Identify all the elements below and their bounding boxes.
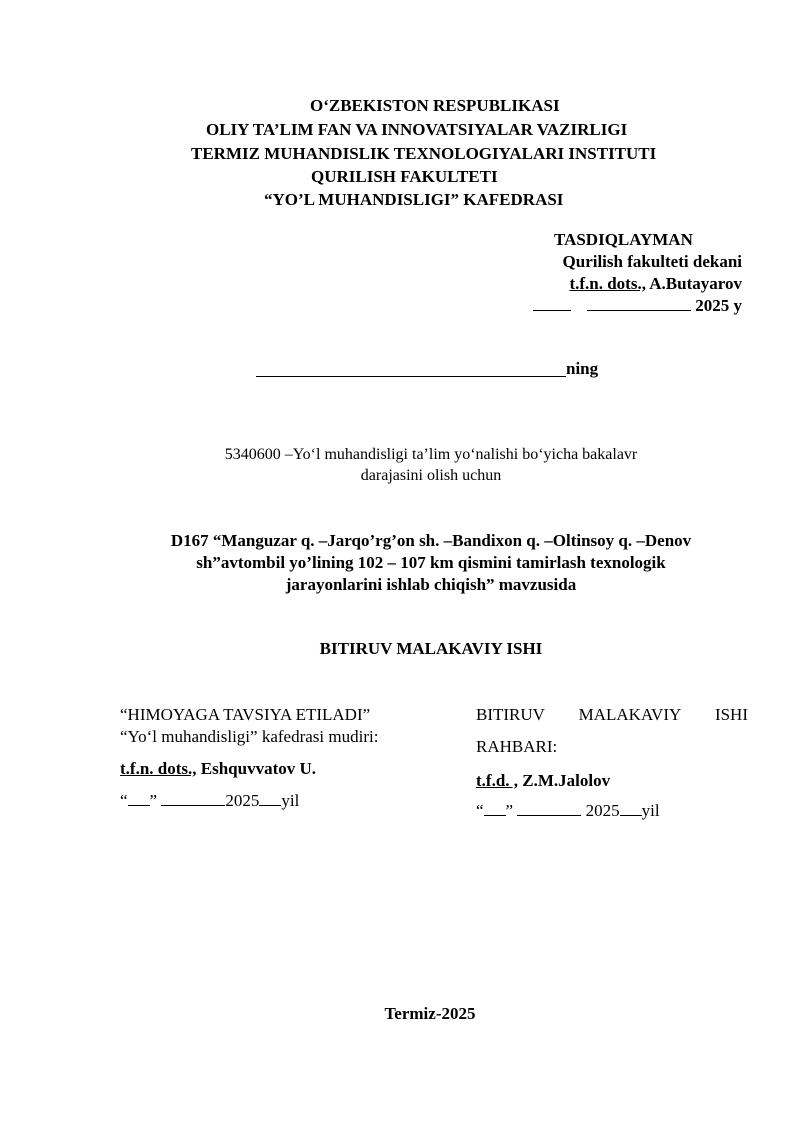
- supervisor-title-line: [476, 704, 748, 726]
- defense-recommendation-block: [120, 704, 440, 812]
- approval-signature: [520, 273, 742, 295]
- student-suffix: ning: [566, 359, 599, 378]
- header-ministry: OLIY TA’LIM FAN VA INNOVATSIYALAR VAZIRLIGI: [206, 120, 628, 139]
- supervisor-block: [476, 704, 748, 822]
- month-blank: [587, 296, 691, 311]
- defense-year-suffix: yil: [281, 791, 300, 810]
- approval-degree: t.f.n. dots.,: [569, 274, 646, 293]
- year-blank: [259, 791, 281, 806]
- approval-title: TASDIQLAYMAN: [554, 230, 693, 249]
- quote-close: ”: [505, 801, 514, 820]
- defense-role: “Yo‘l muhandisligi” kafedrasi mudiri:: [120, 727, 379, 746]
- approval-position: Qurilish fakulteti dekani: [562, 252, 742, 271]
- approval-year: 2025 y: [695, 296, 742, 315]
- supervisor-word-3: ISHI: [714, 705, 748, 724]
- thesis-topic: [0, 530, 800, 596]
- approval-block: [520, 229, 742, 317]
- defense-name: Eshquvvatov U.: [200, 759, 317, 778]
- quote-open: “: [120, 791, 128, 810]
- topic-line-1: D167 “Manguzar q. –Jarqo’rg’on sh. –Bandixon q. –Oltinsoy q. –Denov: [170, 531, 692, 550]
- defense-year: 2025: [225, 791, 260, 810]
- supervisor-year: 2025: [585, 801, 620, 820]
- defense-degree: t.f.n. dots.,: [120, 759, 197, 778]
- header-department: “YO’L MUHANDISLIGI” KAFEDRASI: [264, 190, 564, 209]
- quote-close: ”: [149, 791, 158, 810]
- supervisor-date: [476, 800, 748, 822]
- year-blank: [620, 801, 642, 816]
- supervisor-year-suffix: yil: [641, 801, 660, 820]
- supervisor-signature: [476, 770, 748, 792]
- defense-signature: [120, 758, 440, 780]
- day-blank: [533, 296, 571, 311]
- direction-text: [0, 444, 800, 486]
- header-country: O‘ZBEKISTON RESPUBLIKASI: [310, 96, 560, 115]
- topic-line-2: sh”avtombil yo’lining 102 – 107 km qismini tamirlash texnologik: [196, 553, 666, 572]
- approval-name: A.Butayarov: [649, 274, 742, 293]
- topic-line-3: jarayonlarini ishlab chiqish” mavzusida: [285, 575, 577, 594]
- supervisor-degree: t.f.d. ,: [476, 771, 519, 790]
- direction-line-1: 5340600 –Yo‘l muhandisligi ta’lim yo‘nalishi bo‘yicha bakalavr: [224, 446, 638, 463]
- supervisor-name: Z.M.Jalolov: [522, 771, 611, 790]
- month-blank: [517, 801, 581, 816]
- student-name-blank: [256, 358, 566, 377]
- student-name-line: [256, 358, 598, 379]
- defense-title: “HIMOYAGA TAVSIYA ETILADI”: [120, 705, 371, 724]
- approval-date: [520, 295, 742, 317]
- direction-line-2: darajasini olish uchun: [360, 467, 502, 484]
- supervisor-role: RAHBARI:: [476, 737, 558, 756]
- day-blank: [484, 801, 506, 816]
- header-faculty: QURILISH FAKULTETI: [311, 167, 498, 186]
- supervisor-word-1: BITIRUV: [476, 705, 545, 724]
- header-institute: TERMIZ MUHANDISLIK TEXNOLOGIYALARI INSTITUTI: [191, 144, 657, 163]
- place-year-footer: Termiz-2025: [384, 1004, 476, 1023]
- work-type-title: BITIRUV MALAKAVIY ISHI: [319, 639, 543, 658]
- defense-date: [120, 790, 440, 812]
- quote-open: “: [476, 801, 484, 820]
- month-blank: [161, 791, 225, 806]
- supervisor-word-2: MALAKAVIY: [578, 705, 682, 724]
- day-blank: [128, 791, 150, 806]
